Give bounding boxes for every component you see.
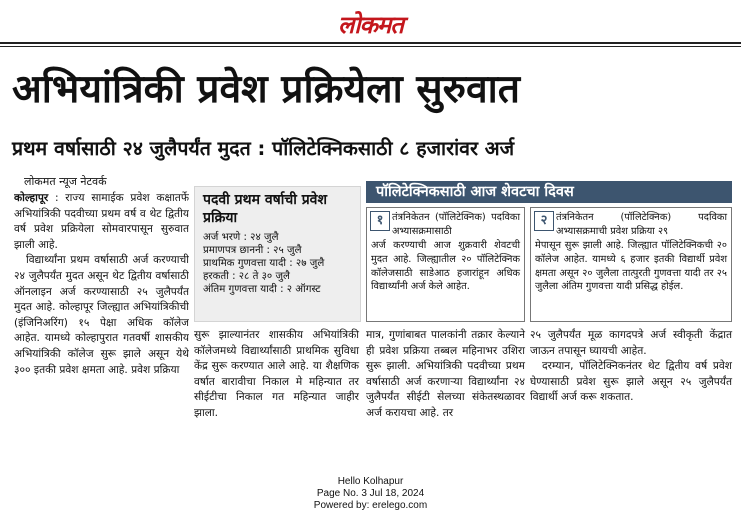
polytechnic-box-1	[366, 207, 525, 322]
box1-body: अर्ज करण्याची आज शुक्रवारी शेवटची मुदत आहे. जिल्ह्यातील २० पॉलिटेक्निक कॉलेजसाठी साडेआठ हजारांहून अधिक विद्यार्थ्यांनी अर्ज केले आहेत.	[371, 240, 520, 293]
infobox-row: प्राथमिक गुणवत्ता यादी : २७ जुलै	[203, 258, 325, 269]
article-column-3: मात्र, गुणांबाबत पालकांनी तक्रार केल्याने ही प्रवेश प्रक्रिया तब्बल महिनाभर उशिरा सुरू झाली. अभियांत्रिकी पदवीच्या प्रथम वर्षासाठी अर्ज करणाऱ्या विद्यार्थ्यांना २४ जुलैपर्यंत सीईटी सेलच्या संकेतस्थळावर अर्ज करायचा आहे. तर	[366, 329, 525, 419]
footer-edition: Hello Kolhapur	[337, 476, 404, 487]
col4-paragraph-1: २५ जुलैपर्यंत मूळ कागदपत्रे अर्ज स्वीकृती केंद्रात जाऊन तपासून घ्यायची आहेत.	[530, 329, 732, 357]
subheadline: प्रथम वर्षासाठी २४ जुलैपर्यंत मुदत : पॉलिटेक्निकसाठी ८ हजारांवर अर्ज	[12, 137, 515, 160]
dateline: कोल्हापूर	[14, 192, 49, 204]
col4-paragraph-2: दरम्यान, पॉलिटेक्निकनंतर थेट द्वितीय वर्ष प्रवेश घेण्यासाठी प्रवेश सुरू झाले असून २५ जुलैपर्यंत विद्यार्थी अर्ज करू शकतात.	[530, 360, 732, 404]
infobox-title: पदवी प्रथम वर्षाची प्रवेश प्रक्रिया	[203, 192, 327, 226]
schedule-infobox	[194, 186, 361, 322]
col1-paragraph-2: विद्यार्थ्यांना प्रथम वर्षासाठी अर्ज करण्याची २४ जुलैपर्यंत मुदत असून थेट द्वितीय वर्षासाठी ऑनलाइन अर्ज करण्यासाठी २५ जुलैपर्यंत मुदत आहे. कोल्हापूर जिल्ह्यात अभियांत्रिकीची (इंजिनिअरिंग) १५ पेक्षा अधिक कॉलेज आहेत. यामध्ये कोल्हापुरात गतवर्षी शासकीय अभियांत्रिकी कॉलेज सुरू झाले असून येथे ३०० इतकी प्रवेश क्षमता आहे. प्रवेश प्रक्रिया	[14, 254, 189, 376]
article-column-1	[14, 191, 189, 467]
box1-head: तंत्रनिकेतन (पॉलिटेक्निक) पदविका अभ्यासक्रमासाठी	[392, 212, 520, 237]
masthead-rule-top	[0, 42, 741, 44]
article-column-2: सुरू झाल्यानंतर शासकीय अभियांत्रिकी कॉलेजमध्ये विद्यार्थ्यांसाठी प्राथमिक सुविधा केंद्र सुरू करण्यात आले आहे. या शैक्षणिक वर्षात बारावीचा निकाल मे महिन्यात तर सीईटीचा निकाल गत महिन्यात जाहीर झाला.	[194, 329, 359, 419]
box-number-badge: २	[534, 211, 554, 231]
article-column-4	[530, 328, 732, 406]
byline: लोकमत न्यूज नेटवर्क	[24, 175, 107, 188]
box2-body: मेपासून सुरू झाली आहे. जिल्ह्यात पॉलिटेक्निकची २० कॉलेज आहेत. यामध्ये ६ हजार इतकी विद्यार्थी प्रवेश क्षमता असून २० जुलैला तात्पुरती गुणवत्ता यादी तर २५ जुलैला अंतिम गुणवत्ता यादी प्रसिद्ध होईल.	[535, 240, 727, 293]
box2-head: तंत्रनिकेतन (पॉलिटेक्निक) पदविका अभ्यासक्रमाची प्रवेश प्रक्रिया २९	[556, 212, 727, 237]
footer-page-date: Page No. 3 Jul 18, 2024	[316, 488, 425, 499]
polytechnic-box-2	[530, 207, 732, 322]
masthead-rule-bottom	[0, 46, 741, 47]
infobox-row: हरकती : २८ ते ३० जुलै	[203, 271, 290, 282]
footer-powered-by: Powered by: erelego.com	[313, 500, 428, 511]
col1-paragraph-1: : राज्य सामाईक प्रवेश कक्षातर्फे अभियांत्रिकी पदवीच्या प्रथम वर्ष व थेट द्वितीय वर्ष प्रवेश प्रक्रियेला सोमवारपासून सुरुवात झाली आहे.	[14, 192, 189, 251]
polytechnic-banner: पॉलिटेक्निकसाठी आज शेवटचा दिवस	[366, 181, 732, 203]
infobox-row: प्रमाणपत्र छाननी : २५ जुलै	[203, 245, 302, 256]
headline: अभियांत्रिकी प्रवेश प्रक्रियेला सुरुवात	[12, 67, 520, 112]
infobox-row: अर्ज भरणे : २४ जुलै	[203, 232, 279, 243]
masthead-logo: लोकमत	[338, 10, 403, 39]
infobox-row: अंतिम गुणवत्ता यादी : २ ऑगस्ट	[203, 284, 321, 295]
box-number-badge: १	[370, 211, 390, 231]
page-footer	[0, 476, 741, 512]
